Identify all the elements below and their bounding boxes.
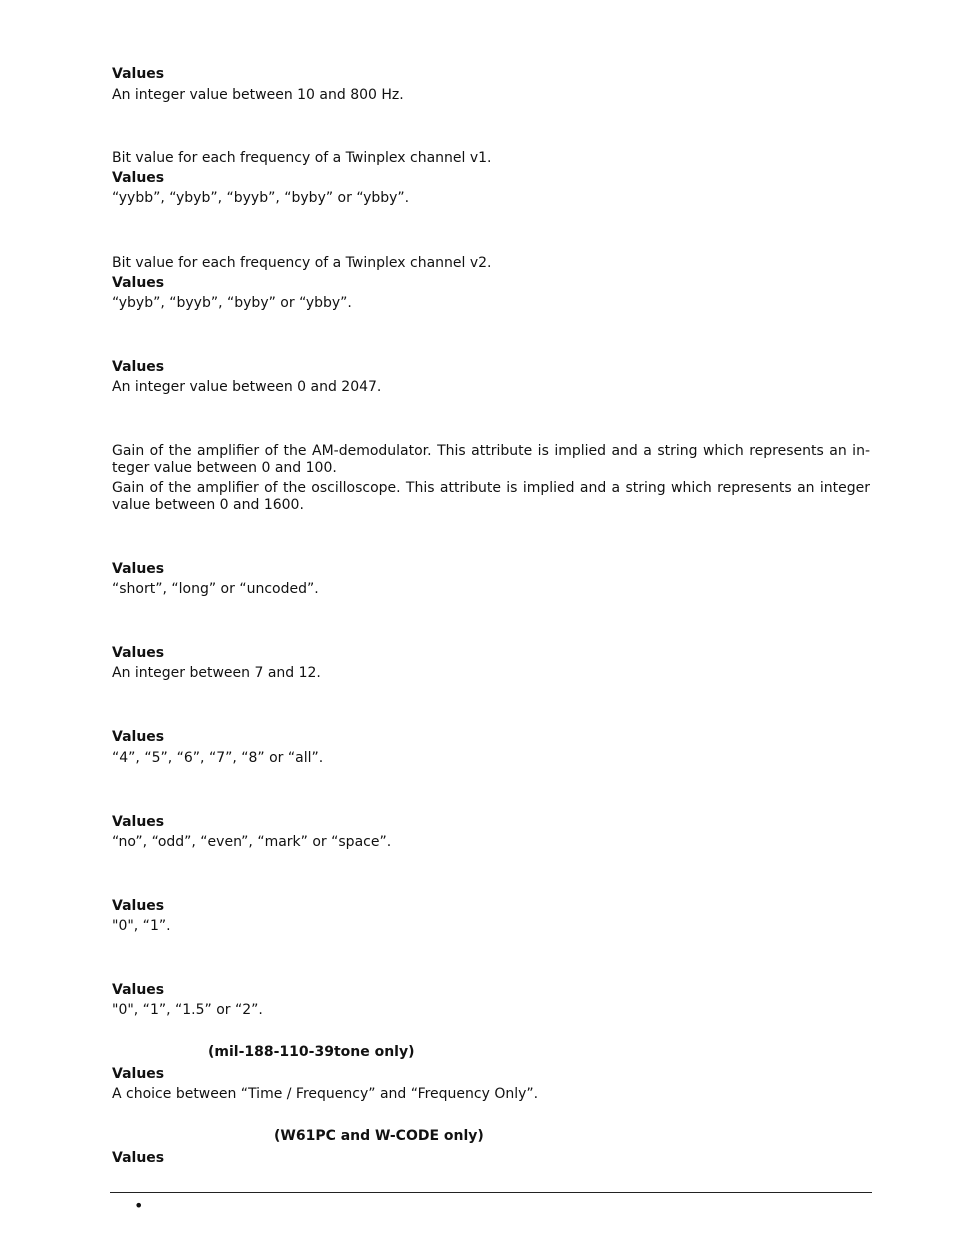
attribute-qualifier: (W61PC and W-CODE only) [274,1128,484,1144]
footer-bullet: • [134,1196,144,1215]
values-text: “ybyb”, “byyb”, “byby” or “ybby”. [112,295,352,311]
values-heading: Values [112,898,165,914]
values-heading: Values [112,66,165,82]
values-text: “no”, “odd”, “even”, “mark” or “space”. [112,834,392,850]
values-heading: Values [112,982,165,998]
values-text: "0", “1”. [112,918,171,934]
attribute-description: Bit value for each frequency of a Twinplex channel v1. [112,150,492,166]
values-text: “yybb”, “ybyb”, “byyb”, “byby” or “ybby”. [112,190,410,206]
values-text: An integer value between 10 and 800 Hz. [112,87,404,103]
values-heading: Values [112,814,165,830]
values-heading: Values [112,645,165,661]
values-text: An integer value between 0 and 2047. [112,379,382,395]
values-heading: Values [112,1150,165,1166]
values-text: “short”, “long” or “uncoded”. [112,581,319,597]
values-heading: Values [112,561,165,577]
attribute-description: Bit value for each frequency of a Twinplex channel v2. [112,255,492,271]
attribute-description-paragraph: Gain of the amplifier of the oscilloscope. This attribute is implied and a string which represents an integer value between 0 and 1600. [112,480,870,513]
values-heading: Values [112,729,165,745]
values-heading: Values [112,359,165,375]
attribute-description-paragraph: Gain of the amplifier of the AM-demodulator. This attribute is implied and a string which represents an in-teger value between 0 and 100. [112,443,870,476]
footer-rule [110,1192,872,1193]
attribute-qualifier: (mil-188-110-39tone only) [208,1044,415,1060]
values-text: A choice between “Time / Frequency” and “Frequency Only”. [112,1086,539,1102]
values-heading: Values [112,1066,165,1082]
values-text: “4”, “5”, “6”, “7”, “8” or “all”. [112,750,324,766]
values-heading: Values [112,170,165,186]
values-text: "0", “1”, “1.5” or “2”. [112,1002,263,1018]
values-text: An integer between 7 and 12. [112,665,321,681]
values-heading: Values [112,275,165,291]
